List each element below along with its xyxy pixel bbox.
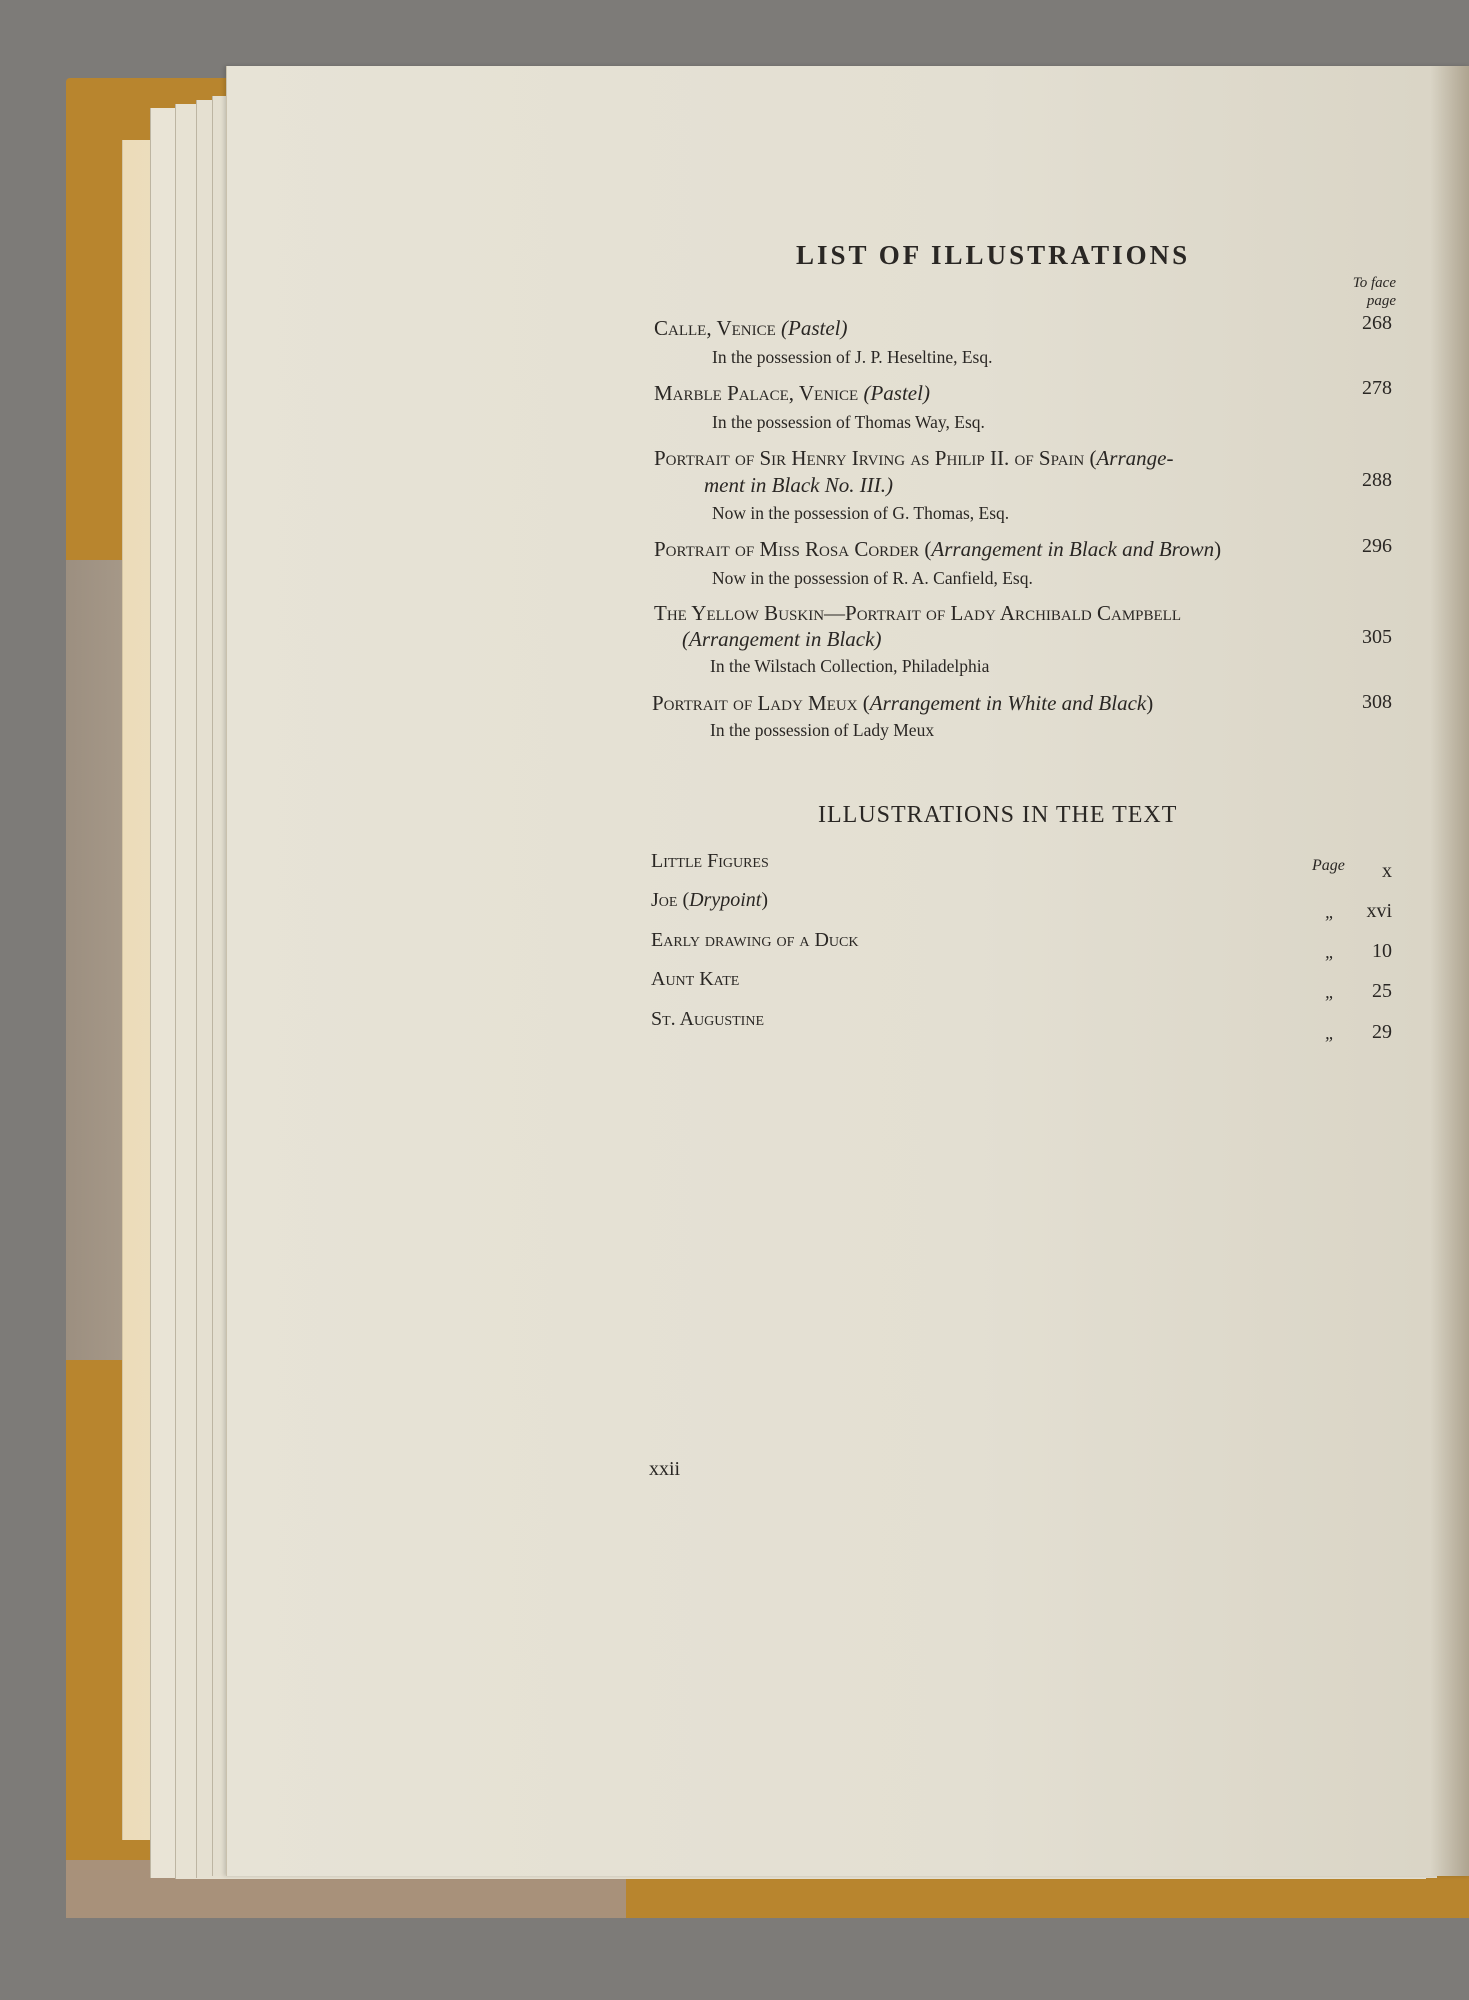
plate-title bbox=[654, 537, 1221, 562]
page-title: LIST OF ILLUSTRATIONS bbox=[796, 240, 1191, 270]
plate-note: Now in the possession of R. A. Canfield, Esq. bbox=[712, 568, 1033, 588]
plate-medium: Arrangement in Black and Brown bbox=[931, 537, 1215, 561]
plate-title-text: Portrait of Lady Meux ( bbox=[652, 691, 870, 715]
gutter-shadow bbox=[1430, 66, 1469, 1876]
plate-medium: (Pastel) bbox=[781, 316, 848, 340]
plate-note: In the possession of Thomas Way, Esq. bbox=[712, 412, 985, 432]
plate-title-text: Calle, Venice bbox=[654, 316, 776, 340]
plate-title bbox=[652, 691, 1153, 716]
plate-medium: Arrangement in White and Black bbox=[869, 691, 1147, 715]
text-illustration-page: 10 bbox=[1372, 940, 1392, 962]
plate-title-continuation: (Arrangement in Black) bbox=[682, 627, 882, 651]
ditto-mark: „ bbox=[1325, 942, 1336, 962]
text-illustration-page: xvi bbox=[1366, 900, 1392, 922]
plate-medium: Arrange- bbox=[1096, 446, 1174, 470]
plate-title bbox=[654, 446, 1173, 471]
plate-note: In the Wilstach Collection, Philadelphia bbox=[710, 656, 990, 676]
plate-title-close: ) bbox=[1214, 537, 1222, 561]
text-illustration-title bbox=[651, 889, 768, 912]
plate-note: In the possession of J. P. Heseltine, Esq. bbox=[712, 347, 993, 367]
plate-note: In the possession of Lady Meux bbox=[710, 720, 935, 740]
plate-title-text: Marble Palace, Venice bbox=[654, 381, 859, 405]
column-label-line2: page bbox=[1366, 293, 1396, 309]
text-illustration-title-close: ) bbox=[761, 889, 768, 911]
plate-page: 296 bbox=[1362, 535, 1392, 557]
text-illustration-page: 25 bbox=[1372, 980, 1392, 1002]
ditto-mark: „ bbox=[1325, 1023, 1336, 1043]
plate-title bbox=[654, 316, 848, 341]
column-label bbox=[1330, 274, 1396, 310]
text-illustration-title-text: Joe ( bbox=[651, 889, 690, 911]
section-title: ILLUSTRATIONS IN THE TEXT bbox=[818, 802, 1178, 828]
ditto-mark: „ bbox=[1325, 982, 1336, 1002]
plate-title: The Yellow Buskin—Portrait of Lady Archibald Campbell bbox=[654, 601, 1181, 625]
plate-title-continuation: ment in Black No. III.) bbox=[704, 473, 893, 497]
page-number: xxii bbox=[649, 1458, 681, 1480]
plate-title bbox=[654, 381, 930, 406]
ditto-mark: „ bbox=[1325, 902, 1336, 922]
text-illustration-title: St. Augustine bbox=[651, 1008, 765, 1030]
plate-page: 308 bbox=[1362, 691, 1392, 713]
text-illustration-title: Little Figures bbox=[651, 850, 769, 872]
plate-medium: (Pastel) bbox=[863, 381, 930, 405]
plate-title-text: Portrait of Sir Henry Irving as Philip II. of Spain ( bbox=[654, 446, 1097, 470]
plate-page: 288 bbox=[1362, 469, 1392, 491]
plate-note: Now in the possession of G. Thomas, Esq. bbox=[712, 503, 1010, 523]
plate-page: 278 bbox=[1362, 377, 1392, 399]
text-illustration-medium: Drypoint bbox=[689, 889, 762, 911]
plate-title-text: Portrait of Miss Rosa Corder ( bbox=[654, 537, 932, 561]
page-column-label: Page bbox=[1312, 857, 1345, 874]
plate-page: 268 bbox=[1362, 312, 1392, 334]
text-illustration-title: Early drawing of a Duck bbox=[651, 929, 859, 951]
plate-title-close: ) bbox=[1146, 691, 1154, 715]
text-illustration-page: x bbox=[1382, 860, 1392, 882]
plate-page: 305 bbox=[1362, 626, 1392, 648]
text-illustration-title: Aunt Kate bbox=[651, 968, 740, 990]
text-illustration-page: 29 bbox=[1372, 1021, 1392, 1043]
column-label-line1: To face bbox=[1352, 275, 1396, 291]
